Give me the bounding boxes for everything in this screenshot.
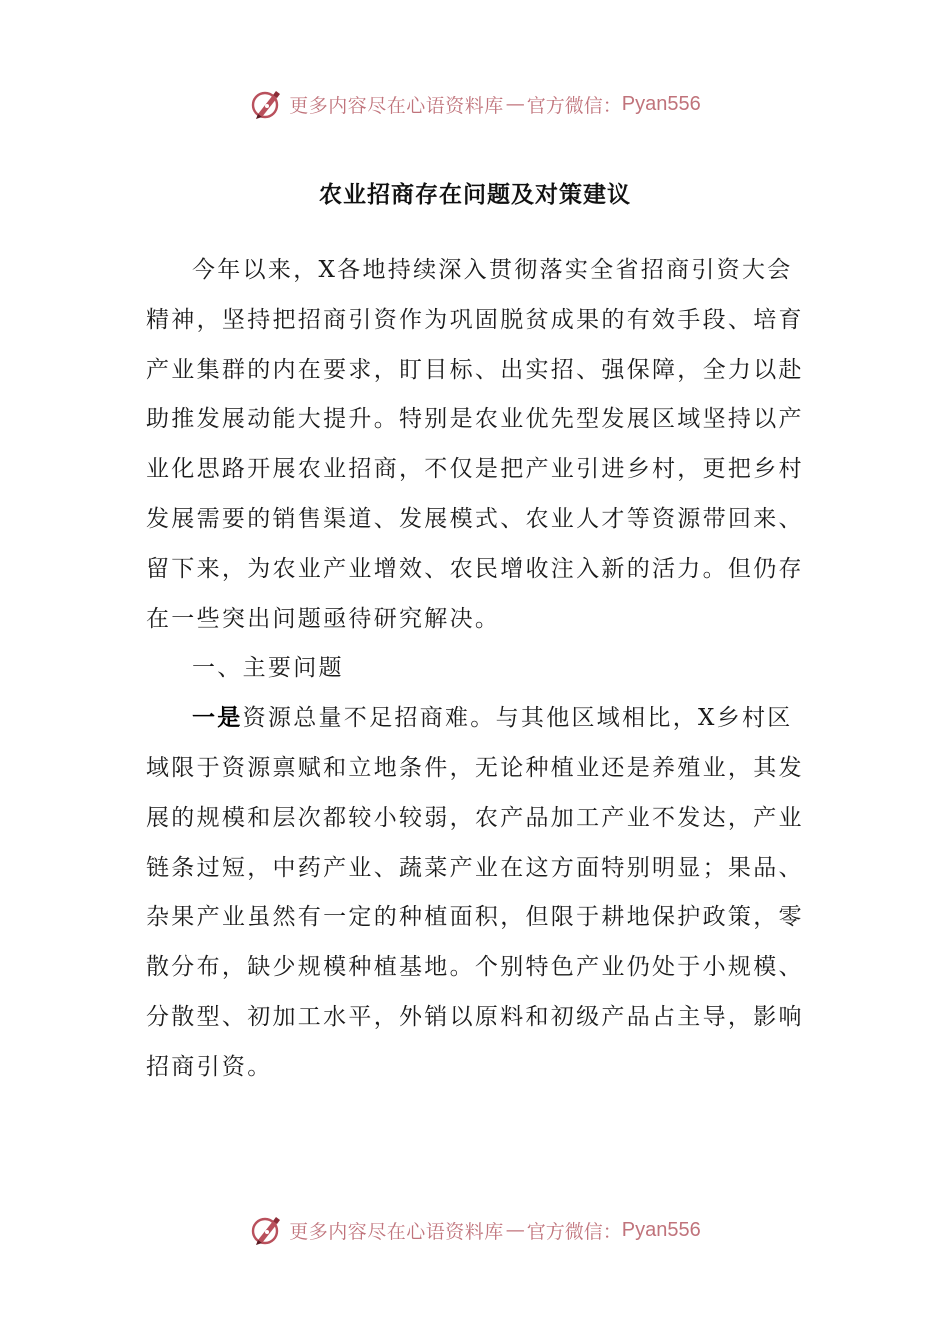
pen-logo-icon [249, 87, 283, 121]
section-heading: 一、主要问题 [192, 655, 344, 682]
intro-paragraph: 今年以来，X各地持续深入贯彻落实全省招商引资大会精神，坚持把招商引资作为巩固脱贫成果的有效手段、培育产业集群的内在要求，盯目标、出实招、强保障，全力以赴助推发展动能大提升。特别是农业优先型发展区域坚持以产业化思路开展农业招商，不仅是把产业引进乡村，更把乡村发展需要的销售渠道、发展模式、农业人才等资源带回来、留下来，为农业产业增效、农民增收注入新的活力。但仍存在一些突出问题亟待研究解决。 [146, 257, 804, 632]
watermark-wechat-label: 官方微信： [526, 94, 622, 117]
point-one-text: 资源总量不足招商难。与其他区域相比，X乡村区域限于资源禀赋和立地条件，无论种植业还是养殖业，其发展的规模和层次都较小较弱，农产品加工产业不发达，产业链条过短，中药产业、蔬菜产业在这方面特别明显；果品、杂果产业虽然有一定的种植面积，但限于耕地保护政策，零散分布，缺少规模种植基地。个别特色产业仍处于小规模、分散型、初加工水平，外销以原料和初级产品占主导，影响招商引资。 [146, 705, 804, 1080]
watermark-dash: — [505, 1219, 525, 1241]
document-body [146, 246, 810, 1093]
watermark-text: 更多内容尽在心语资料库 [289, 1220, 504, 1243]
point-one-lead: 一是 [192, 705, 243, 732]
watermark-wechat-id: Pyan556 [621, 92, 701, 115]
watermark-dash: — [505, 93, 525, 115]
watermark-header [0, 84, 950, 124]
watermark-footer [0, 1210, 950, 1250]
document-title: 农业招商存在问题及对策建议 [319, 182, 631, 208]
point-one-paragraph [146, 694, 810, 1092]
pen-logo-icon [249, 1213, 283, 1247]
watermark-wechat-label: 官方微信： [526, 1220, 622, 1243]
watermark-text: 更多内容尽在心语资料库 [289, 94, 504, 117]
watermark-wechat-id: Pyan556 [621, 1218, 701, 1241]
